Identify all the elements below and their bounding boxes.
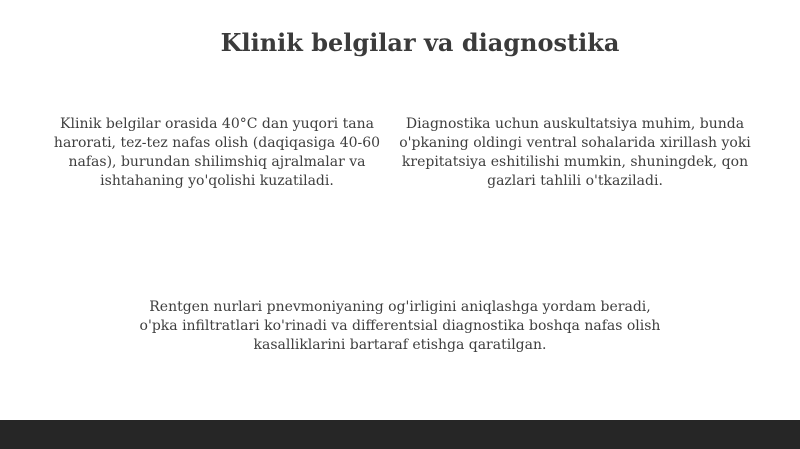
footer-bar (0, 420, 800, 449)
diagnostics-paragraph: Diagnostika uchun auskultatsiya muhim, bunda o'pkaning oldingi ventral sohalarida xirillash yoki krepitatsiya eshitilishi mumkin, shuningdek, qon gazlari tahlili o'tkaziladi. (399, 116, 751, 189)
xray-paragraph: Rentgen nurlari pnevmoniyaning og'irligini aniqlashga yordam beradi, o'pka infiltratlari ko'rinadi va differentsial diagnostika boshqa nafas olish kasalliklarini bartaraf etishga qaratilgan. (139, 299, 661, 353)
slide-title: Klinik belgilar va diagnostika (220, 28, 620, 57)
clinical-signs-paragraph: Klinik belgilar orasida 40°C dan yuqori tana harorati, tez-tez nafas olish (daqiqasiga 40-60 nafas), burundan shilimshiq ajralmalar va ishtahaning yo'qolishi kuzatiladi. (53, 116, 381, 189)
